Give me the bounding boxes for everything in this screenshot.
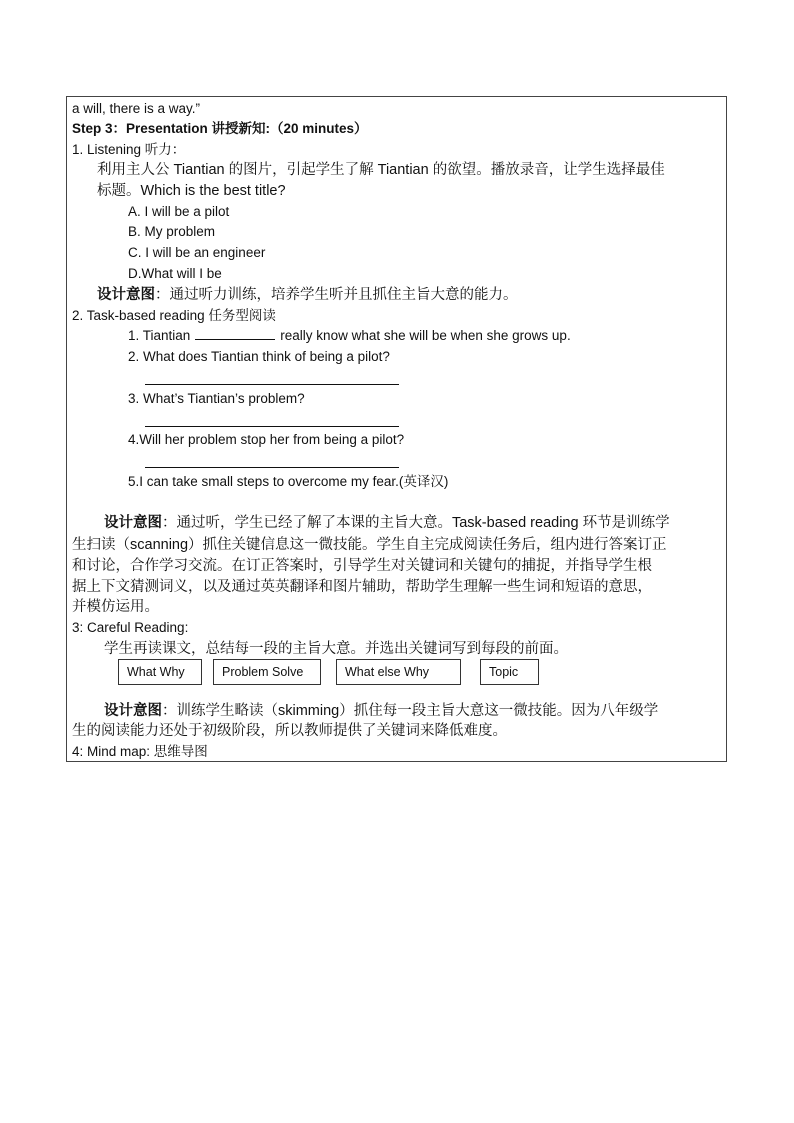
q1-end: really know what she will be when she grows up. (280, 328, 571, 343)
keyword-box-topic: Topic (480, 659, 539, 685)
keyword-box-what-why: What Why (118, 659, 202, 685)
listening-option-b: B. My problem (128, 224, 216, 239)
listening-desc-line1: 利用主人公 Tiantian 的图片，引起学生了解 Tiantian 的欲望。播放录音，让学生选择最佳 (97, 162, 665, 178)
careful-intent-line2: 生的阅读能力还处于初级阶段，所以教师提供了关键词来降低难度。 (72, 723, 507, 739)
task-intent-line3: 和讨论，合作学习交流。在订正答案时，引导学生对关键词和关键句的捕捉，并指导学生根 (72, 558, 652, 574)
answer-line-4 (145, 467, 399, 468)
intent-label: 设计意图 (104, 515, 162, 531)
intro-tail-text: a will, there is a way.” (72, 101, 201, 116)
careful-intent-line1 (104, 702, 658, 720)
answer-line-3 (145, 426, 399, 427)
task-question-3: 3. What’s Tiantian’s problem? (128, 391, 305, 406)
intent-label: 设计意图 (97, 287, 155, 303)
listening-desc-line2: 标题。Which is the best title? (97, 183, 286, 199)
task-question-1 (128, 327, 571, 345)
intent-label: 设计意图 (104, 703, 162, 719)
task-question-2: 2. What does Tiantian think of being a pilot? (128, 349, 390, 364)
task-intent-line2: 生扫读（scanning）抓住关键信息这一微技能。学生自主完成阅读任务后，组内进行答案订正 (72, 537, 667, 553)
listening-option-d: D.What will I be (128, 266, 222, 281)
intent-text: ：训练学生略读（skimming）抓住每一段主旨大意这一微技能。因为八年级学 (162, 703, 659, 719)
listening-option-c: C. I will be an engineer (128, 245, 266, 260)
mind-map-title: 4: Mind map: 思维导图 (72, 744, 208, 759)
task-question-4: 4.Will her problem stop her from being a pilot? (128, 432, 405, 447)
task-intent-line5: 并模仿运用。 (72, 599, 159, 615)
careful-reading-desc: 学生再读课文，总结每一段的主旨大意。并选出关键词写到每段的前面。 (104, 641, 568, 657)
step3-heading: Step 3：Presentation 讲授新知:（20 minutes） (72, 121, 368, 136)
keyword-box-problem-solve: Problem Solve (213, 659, 321, 685)
task-question-5: 5.I can take small steps to overcome my fear.(英译汉) (128, 474, 449, 489)
keyword-box-what-else-why: What else Why (336, 659, 461, 685)
listening-option-a: A. I will be a pilot (128, 204, 230, 219)
answer-blank-1 (195, 327, 275, 340)
careful-reading-title: 3: Careful Reading: (72, 620, 189, 635)
q1-start: 1. Tiantian (128, 328, 191, 343)
task-intent-line1 (104, 514, 670, 532)
answer-line-2 (145, 384, 399, 385)
listening-title: 1. Listening 听力： (72, 142, 186, 157)
intent-text: ：通过听，学生已经了解了本课的主旨大意。Task-based reading 环节是训练学 (162, 515, 670, 531)
task-reading-title: 2. Task-based reading 任务型阅读 (72, 308, 276, 323)
task-intent-line4: 据上下文猜测词义，以及通过英英翻译和图片辅助，帮助学生理解一些生词和短语的意思， (72, 579, 652, 595)
listening-intent (97, 286, 518, 304)
intent-text: ：通过听力训练，培养学生听并且抓住主旨大意的能力。 (155, 287, 518, 303)
